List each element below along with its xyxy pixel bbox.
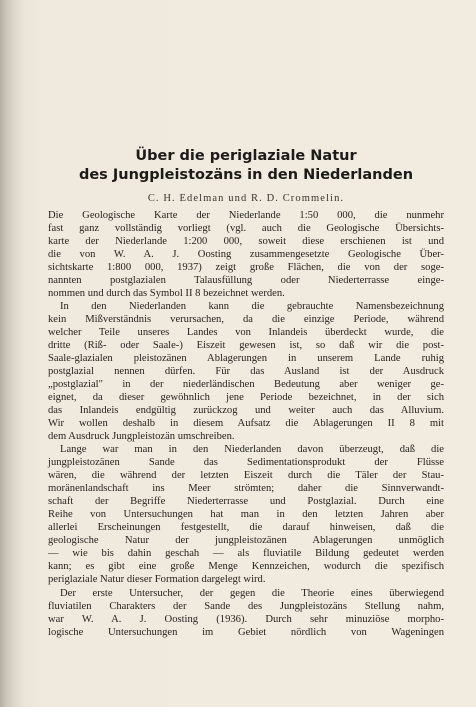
paragraph-3-line: moränenlandschaft ins Meer strömten; daher die Sinnverwandt- bbox=[48, 483, 444, 494]
paragraph-1-line: karte der Niederlande 1:200 000, soweit diese erschienen ist und bbox=[48, 236, 444, 247]
paragraph-3-line: allerlei Erscheinungen festgestellt, die darauf hinweisen, daß die bbox=[48, 522, 444, 533]
paragraph-2-line: postglazial nennen dürfen. Für das Ausland ist der Ausdruck bbox=[48, 366, 444, 377]
paragraph-1-line: sichtskarte 1:800 000, 1937) zeigt große Flächen, die von der soge- bbox=[48, 262, 444, 273]
paragraph-2-line: eignet, da dieser gewöhnlich jene Periode bezeichnet, in der sich bbox=[48, 392, 444, 403]
paragraph-2-line: dritte (Riß- oder Saale-) Eiszeit gewesen ist, so daß wir die post- bbox=[48, 340, 444, 351]
paragraph-2-line: Saale-glazialen pleistozänen Ablagerungen in unserem Lande ruhig bbox=[48, 353, 444, 364]
article-authors: C. H. Edelman und R. D. Crommelin. bbox=[147, 193, 345, 204]
article-title-line-2: des Jungpleistozäns in den Niederlanden bbox=[78, 167, 414, 183]
paragraph-3-line: kann; es gibt eine große Menge Kennzeichen, wodurch die spezifisch bbox=[48, 561, 444, 572]
paragraph-3-line: periglaziale Natur dieser Formation dargelegt wird. bbox=[48, 574, 266, 585]
paragraph-3-line: wären, die während der letzten Eiszeit durch die Täler der Stau- bbox=[48, 470, 444, 481]
paragraph-2-line: „postglazial" in der niederländischen Bedeutung aber weniger ge- bbox=[48, 379, 444, 390]
paragraph-1-line: fast ganz vollständig vorliegt (vgl. auch die Geologische Übersichts- bbox=[48, 223, 444, 234]
paragraph-3-line: geologische Natur der jungpleistozänen Ablagerungen unmöglich bbox=[48, 535, 444, 546]
paragraph-4-line: logische Untersuchungen im Gebiet nördlich von Wageningen bbox=[48, 627, 444, 638]
paragraph-1-line: Die Geologische Karte der Niederlande 1:50 000, die nunmehr bbox=[48, 210, 444, 221]
paragraph-3-line: — wie bis dahin geschah — als fluviatile Bildung gedeutet werden bbox=[48, 548, 444, 559]
paragraph-2-line: das Inlandeis endgültig zurückzog und weiter auch das Alluvium. bbox=[48, 405, 444, 416]
paragraph-3-line: schaft der Begriffe Niederterrasse und Postglazial. Durch eine bbox=[48, 496, 444, 507]
paragraph-4-line: Der erste Untersucher, der gegen die Theorie eines überwiegend bbox=[60, 588, 444, 599]
paragraph-1-line: nannten postglazialen Talausfüllung oder Niederterrasse einge- bbox=[48, 275, 444, 286]
paragraph-1-line: die von W. A. J. Oosting zusammengesetzte Geologische Über- bbox=[48, 249, 444, 260]
paragraph-1-line: nommen und durch das Symbol II 8 bezeichnet werden. bbox=[48, 288, 285, 299]
paragraph-2-line: In den Niederlanden kann die gebrauchte Namensbezeichnung bbox=[60, 301, 444, 312]
article-title-line-1: Über die periglaziale Natur bbox=[135, 148, 357, 164]
paragraph-2-line: kein Mißverständnis verursachen, da die einzige Periode, während bbox=[48, 314, 444, 325]
paragraph-3-line: Reihe von Untersuchungen hat man in den letzten Jahren aber bbox=[48, 509, 444, 520]
paragraph-3-line: jungpleistozänen Sande das Sedimentationsprodukt der Flüsse bbox=[48, 457, 444, 468]
paragraph-3-line: Lange war man in den Niederlanden davon überzeugt, daß die bbox=[60, 444, 444, 455]
paragraph-4-line: war W. A. J. Oosting (1936). Durch sehr minuziöse morpho- bbox=[48, 614, 444, 625]
paragraph-4-line: fluviatilen Charakters der Sande des Jungpleistozäns Stellung nahm, bbox=[48, 601, 444, 612]
paragraph-2-line: dem Ausdruck Jungpleistozän umschreiben. bbox=[48, 431, 235, 442]
paragraph-2-line: Wir wollen deshalb in diesem Aufsatz die Ablagerungen II 8 mit bbox=[48, 418, 444, 429]
paragraph-2-line: welcher Teile unseres Landes von Inlandeis überdeckt wurde, die bbox=[48, 327, 444, 338]
